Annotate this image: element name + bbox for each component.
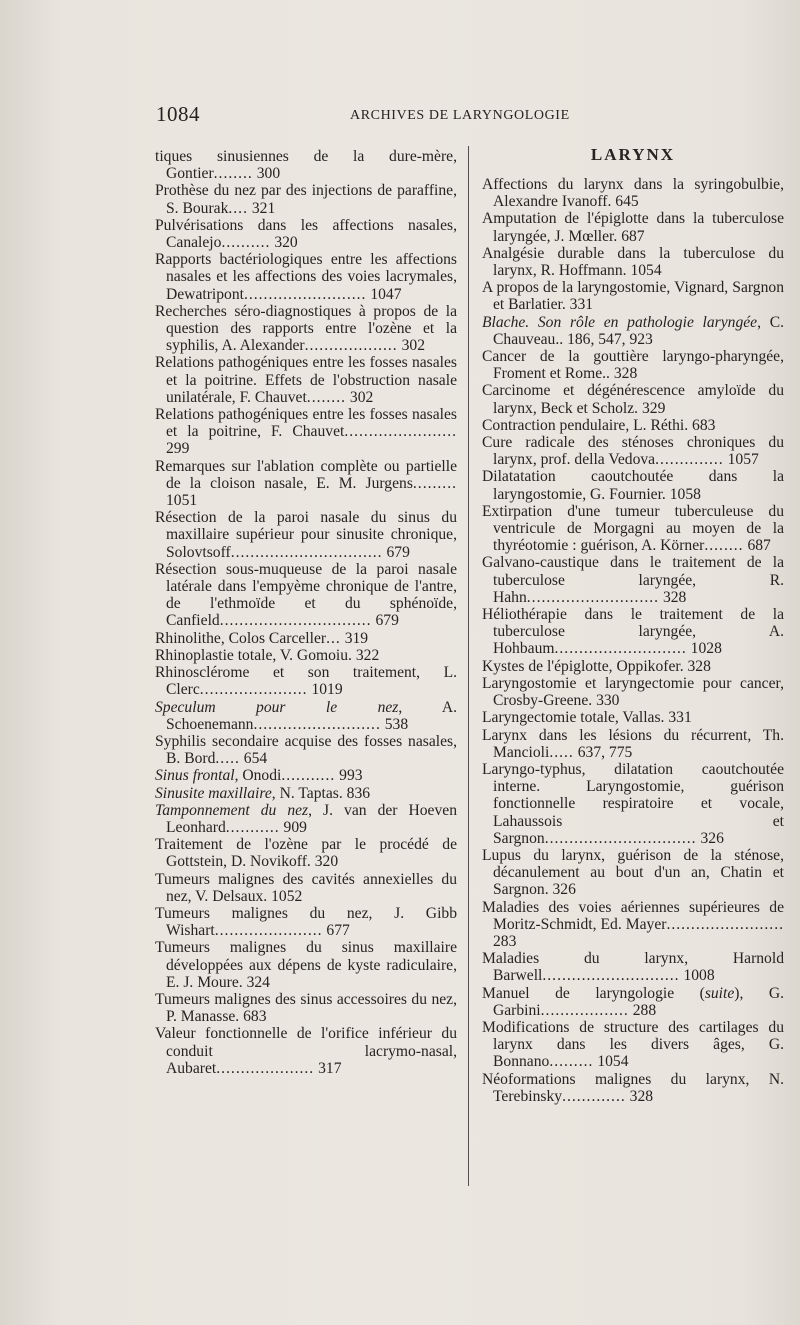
entry-text: tiques sinusiennes de la dure-mère, Gontier bbox=[155, 148, 457, 183]
leader-dots: .................... bbox=[216, 1059, 315, 1077]
entry-page: 993 bbox=[339, 767, 363, 785]
index-entry bbox=[482, 245, 784, 279]
entry-page: 1054 bbox=[597, 1053, 629, 1071]
leader-dots: ........................ bbox=[666, 915, 784, 933]
entry-text: Extirpation d'une tumeur tuberculeuse du ventricule de Morgagni au moyen de la thyréotomie : guérison, A. Körner bbox=[482, 502, 784, 555]
entry-page: 324 bbox=[246, 973, 270, 991]
entry-page: 331 bbox=[668, 709, 692, 727]
entry-page: 654 bbox=[243, 750, 268, 768]
entry-page: 645 bbox=[615, 193, 639, 211]
entry-page: 326 bbox=[552, 881, 576, 899]
index-entry bbox=[482, 279, 784, 313]
index-entry bbox=[482, 950, 784, 984]
entry-text: Rapports bactériologiques entre les affections nasales et les affections des voies lacrymales, Dewatripont bbox=[155, 251, 457, 303]
entry-text: Recherches séro-diagnostiques à propos de la question des rapports entre l'ozène et la syphilis, A. Alexander bbox=[155, 302, 457, 355]
entry-text: Galvano-caustique dans le traitement de la tuberculose laryngée, R. Hahn bbox=[482, 554, 784, 606]
page-number: 1084 bbox=[156, 102, 200, 126]
entry-text: Laryngo-typhus, dilatation caoutchoutée interne. Laryngostomie, guérison fonctionnelle respiratoire et vocale, Lahaussois et Sargnon bbox=[482, 760, 784, 847]
leader-dots: ........ bbox=[213, 165, 253, 183]
entry-page: 329 bbox=[641, 399, 666, 417]
entry-text: Larynx dans les lésions du récurrent, Th. Mancioli bbox=[482, 726, 784, 761]
entry-text: Lupus du larynx, guérison de la sténose, décanulement au bout d'un an, Chatin et Sargnon. bbox=[482, 846, 784, 899]
entry-text: Traitement de l'ozène par le procédé de Gottstein, D. Novikoff. bbox=[155, 836, 457, 871]
entry-text: Prothèse du nez par des injections de paraffine, S. Bourak bbox=[155, 182, 457, 217]
leader-dots: ........................... bbox=[554, 640, 687, 658]
entry-page: 186, 547, 923 bbox=[567, 330, 653, 348]
index-entry bbox=[155, 664, 457, 698]
entry-page: 1054 bbox=[630, 262, 662, 280]
index-entry bbox=[155, 303, 457, 355]
entry-page: 322 bbox=[355, 646, 380, 664]
entry-text: Héliothérapie dans le traitement de la tuberculose laryngée, A. Hohbaum bbox=[482, 606, 784, 658]
index-entry bbox=[482, 658, 784, 675]
leader-dots: ............................ bbox=[542, 967, 680, 985]
entry-text: Kystes de l'épiglotte, Oppikofer. bbox=[482, 657, 684, 675]
leader-dots: .............. bbox=[655, 451, 724, 469]
entry-page: 683 bbox=[692, 416, 716, 434]
index-entry bbox=[482, 503, 784, 555]
entry-page: 1019 bbox=[311, 681, 343, 699]
entry-text: Valeur fonctionnelle de l'orifice inférieur du conduit lacrymo-nasal, Aubaret bbox=[155, 1025, 457, 1077]
index-entry bbox=[155, 991, 457, 1025]
index-entry bbox=[155, 871, 457, 905]
entry-text: Dilatatation caoutchoutée dans la laryngostomie, G. Fournier. bbox=[482, 468, 784, 503]
index-entry bbox=[482, 210, 784, 244]
entry-page: 683 bbox=[243, 1008, 267, 1026]
entry-page: 687 bbox=[747, 537, 771, 555]
entry-text: Tumeurs malignes des cavités annexielles du nez, V. Delsaux. bbox=[155, 870, 457, 905]
entry-text: Laryngectomie totale, Vallas. bbox=[482, 709, 665, 727]
entry-text: Modifications de structure des cartilages du larynx dans les divers âges, G. Bonnano bbox=[482, 1018, 784, 1071]
entry-page: 1047 bbox=[370, 285, 402, 303]
index-entry bbox=[155, 354, 457, 406]
leader-dots: ............................... bbox=[230, 543, 383, 561]
index-entry bbox=[482, 314, 784, 348]
leader-dots: ... bbox=[326, 629, 341, 647]
entry-page: 538 bbox=[384, 715, 409, 733]
entry-text: Tumeurs malignes des sinus accessoires du nez, P. Manasse. bbox=[155, 990, 457, 1026]
entry-text: Cancer de la gouttière laryngo-pharyngée, Froment et Rome.. bbox=[482, 348, 784, 383]
leader-dots: ............................... bbox=[219, 612, 372, 630]
index-entry bbox=[482, 554, 784, 606]
index-entry bbox=[482, 606, 784, 658]
entry-text: Syphilis secondaire acquise des fosses nasales, B. Bord bbox=[155, 732, 457, 768]
index-entry bbox=[155, 905, 457, 939]
entry-page: 320 bbox=[314, 853, 339, 871]
entry-page: 319 bbox=[344, 629, 369, 647]
index-entry bbox=[155, 509, 457, 561]
right-entries bbox=[482, 176, 784, 1105]
entry-page: 679 bbox=[375, 612, 399, 630]
entry-text: Tamponnement du nez, J. van der Hoeven Leonhard bbox=[155, 801, 457, 836]
entry-page: 326 bbox=[700, 829, 724, 847]
index-entry bbox=[155, 148, 457, 182]
index-entry bbox=[155, 182, 457, 216]
index-entry bbox=[155, 458, 457, 510]
leader-dots: ........................... bbox=[526, 588, 660, 606]
index-entry bbox=[482, 1019, 784, 1071]
index-entry bbox=[155, 802, 457, 836]
entry-page: 1052 bbox=[271, 887, 303, 905]
entry-text: Remarques sur l'ablation complète ou partielle de la cloison nasale, E. M. Jurgens bbox=[155, 457, 457, 492]
entry-text: Résection de la paroi nasale du sinus du maxillaire supérieur pour sinusite chronique, Solovtsoff bbox=[155, 509, 457, 561]
leader-dots: ..... bbox=[549, 743, 574, 761]
entry-text: Manuel de laryngologie (suite), G. Garbini bbox=[482, 984, 784, 1019]
entry-page: 1051 bbox=[166, 492, 198, 510]
entry-page: 1028 bbox=[690, 640, 722, 658]
entry-page: 677 bbox=[326, 922, 350, 940]
entry-page: 679 bbox=[386, 543, 410, 561]
leader-dots: ........ bbox=[704, 537, 744, 555]
entry-text: Laryngostomie et laryngectomie pour cancer, Crosby-Greene. bbox=[482, 674, 784, 710]
index-entry bbox=[482, 675, 784, 709]
entry-text: Néoformations malignes du larynx, N. Terebinsky bbox=[482, 1070, 784, 1105]
entry-page: 300 bbox=[256, 165, 281, 183]
leader-dots: ...................... bbox=[214, 922, 323, 940]
index-entry bbox=[155, 630, 457, 647]
index-entry bbox=[482, 417, 784, 434]
entry-text: Carcinome et dégénérescence amyloïde du larynx, Beck et Scholz. bbox=[482, 382, 784, 417]
leader-dots: ............. bbox=[562, 1087, 626, 1105]
entry-text: Rhinosclérome et son traitement, L. Clerc bbox=[155, 664, 457, 699]
entry-page: 328 bbox=[613, 365, 638, 383]
index-entry bbox=[155, 767, 457, 784]
entry-text: Maladies des voies aériennes supérieures de Moritz-Schmidt, Ed. Mayer bbox=[482, 898, 784, 933]
entry-page: 328 bbox=[662, 588, 687, 606]
index-entry bbox=[155, 251, 457, 303]
index-entry bbox=[482, 985, 784, 1019]
leader-dots: ......................... bbox=[243, 285, 367, 303]
leader-dots: ...................... bbox=[199, 681, 308, 699]
entry-page: 302 bbox=[401, 337, 425, 355]
entry-page: 328 bbox=[687, 657, 711, 675]
index-entry bbox=[155, 733, 457, 767]
leader-dots: ....................... bbox=[344, 423, 457, 441]
index-entry bbox=[155, 785, 457, 802]
leader-dots: ........... bbox=[281, 767, 336, 785]
index-entry bbox=[482, 434, 784, 468]
index-entry bbox=[155, 1025, 457, 1077]
page-header bbox=[0, 100, 800, 130]
leader-dots: .... bbox=[228, 199, 248, 217]
leader-dots: ......... bbox=[412, 474, 457, 492]
right-column bbox=[482, 146, 784, 1105]
entry-text: Cure radicale des sténoses chroniques du larynx, prof. della Vedova bbox=[482, 434, 784, 469]
entry-page: 1057 bbox=[727, 451, 759, 469]
leader-dots: .......................... bbox=[253, 715, 381, 733]
index-entry bbox=[482, 348, 784, 382]
leader-dots: ........... bbox=[225, 818, 280, 836]
index-entry bbox=[155, 406, 457, 458]
index-entry bbox=[482, 176, 784, 210]
entry-page: 909 bbox=[283, 818, 307, 836]
left-column bbox=[155, 148, 457, 1077]
leader-dots: .................. bbox=[540, 1001, 629, 1019]
entry-text: Maladies du larynx, Harnold Barwell bbox=[482, 950, 784, 985]
entry-text: Amputation de l'épiglotte dans la tuberculose laryngée, J. Mœller. bbox=[482, 210, 784, 245]
section-title: LARYNX bbox=[590, 145, 676, 164]
entry-page: 687 bbox=[621, 227, 645, 245]
entry-text: Pulvérisations dans les affections nasales, Canalejo bbox=[155, 216, 457, 252]
running-head: ARCHIVES DE LARYNGOLOGIE bbox=[350, 108, 570, 123]
leader-dots: ................... bbox=[304, 337, 398, 355]
leader-dots: ............................... bbox=[544, 829, 697, 847]
entry-text: Speculum pour le nez, A. Schoenemann bbox=[155, 698, 457, 733]
column-divider bbox=[468, 146, 469, 1186]
index-entry bbox=[482, 382, 784, 416]
leader-dots: ......... bbox=[549, 1053, 594, 1071]
leader-dots: ........ bbox=[306, 388, 346, 406]
index-entry bbox=[155, 647, 457, 664]
index-entry bbox=[155, 561, 457, 630]
index-entry bbox=[482, 899, 784, 951]
leader-dots: .......... bbox=[221, 234, 271, 252]
index-entry bbox=[482, 468, 784, 502]
index-entry bbox=[482, 709, 784, 726]
entry-page: 317 bbox=[318, 1059, 342, 1077]
entry-page: 321 bbox=[251, 199, 276, 217]
entry-page: 328 bbox=[629, 1087, 654, 1105]
entry-text: Tumeurs malignes du nez, J. Gibb Wishart bbox=[155, 904, 457, 940]
entry-text: Relations pathogéniques entre les fosses nasales et la poitrine, F. Chauvet bbox=[155, 406, 457, 441]
index-entry bbox=[155, 217, 457, 251]
entry-page: 320 bbox=[274, 234, 298, 252]
entry-page: 302 bbox=[349, 388, 374, 406]
entry-text: Rhinoplastie totale, V. Gomoiu. bbox=[155, 646, 352, 664]
entry-page: 288 bbox=[632, 1001, 657, 1019]
entry-page: 299 bbox=[166, 440, 190, 458]
entry-page: 1008 bbox=[683, 967, 715, 985]
entry-page: 331 bbox=[569, 296, 594, 314]
index-entry bbox=[155, 939, 457, 991]
entry-text: Blache. Son rôle en pathologie laryngée, C. Chauveau.. bbox=[482, 313, 784, 348]
entry-page: 637, 775 bbox=[577, 743, 633, 761]
leader-dots: ..... bbox=[215, 750, 240, 768]
index-entry bbox=[155, 836, 457, 870]
index-entry bbox=[482, 1071, 784, 1105]
entry-text: Contraction pendulaire, L. Réthi. bbox=[482, 416, 689, 434]
entry-text: Sinus frontal, Onodi bbox=[155, 767, 282, 785]
entry-page: 1058 bbox=[669, 485, 701, 503]
index-entry bbox=[482, 727, 784, 761]
entry-text: Sinusite maxillaire, N. Taptas. bbox=[155, 784, 343, 802]
entry-text: Tumeurs malignes du sinus maxillaire développées aux dépens de kyste radiculaire, E. J. Moure. bbox=[155, 939, 457, 991]
entry-text: Analgésie durable dans la tuberculose du larynx, R. Hoffmann. bbox=[482, 244, 784, 280]
entry-text: Affections du larynx dans la syringobulbie, Alexandre Ivanoff. bbox=[482, 176, 784, 211]
entry-text: Rhinolithe, Colos Carceller bbox=[155, 629, 327, 647]
entry-page: 836 bbox=[346, 784, 371, 802]
entry-page: 330 bbox=[596, 692, 620, 710]
entry-text: Relations pathogéniques entre les fosses nasales et la poitrine. Effets de l'obstruction nasale unilatérale, F. Chauvet bbox=[155, 354, 457, 406]
entry-text: A propos de la laryngostomie, Vignard, Sargnon et Barlatier. bbox=[482, 279, 784, 314]
entry-text: Résection sous-muqueuse de la paroi nasale latérale dans l'empyème chronique de l'antre, de l'ethmoïde et du sphénoïde, Canfield bbox=[155, 560, 457, 630]
entry-page: 283 bbox=[493, 932, 517, 950]
index-entry bbox=[155, 699, 457, 733]
index-entry bbox=[482, 761, 784, 847]
index-entry bbox=[482, 847, 784, 899]
